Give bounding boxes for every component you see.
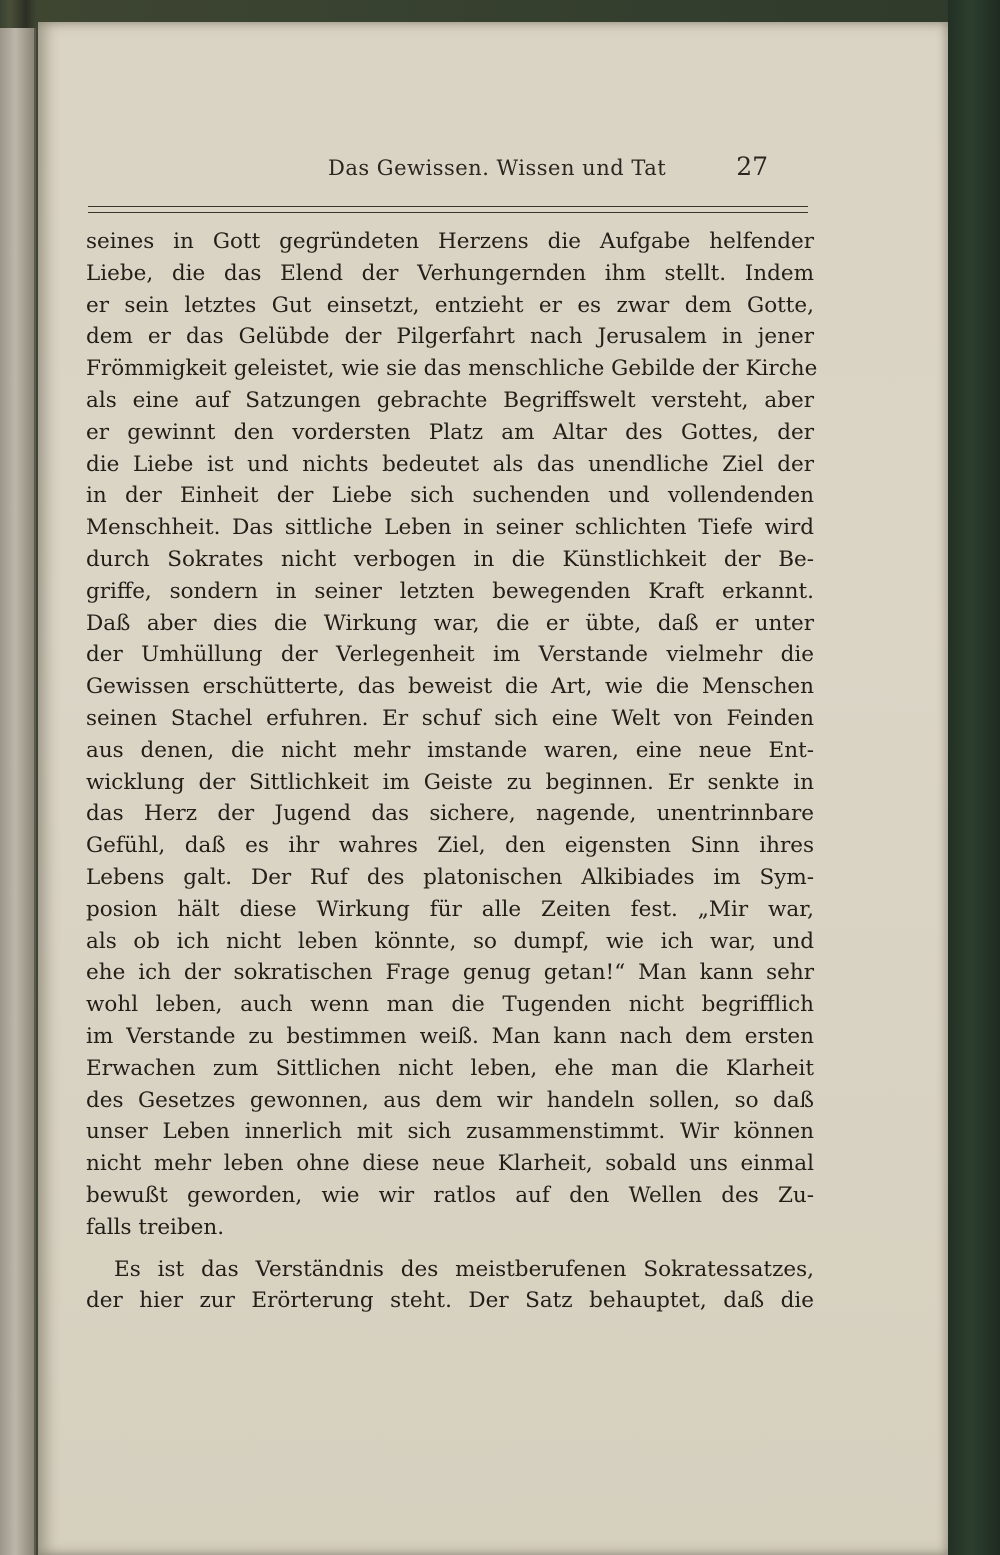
running-head-title: Das Gewissen. Wissen und Tat: [328, 156, 667, 180]
text-line: ehe ich der sokratischen Frage genug getan!“ Man kann sehr: [86, 960, 814, 986]
running-head: [88, 150, 808, 190]
text-line: aus denen, die nicht mehr imstande waren, eine neue Ent-: [86, 737, 814, 763]
text-line: Lebens galt. Der Ruf des platonischen Alkibiades im Sym-: [86, 864, 814, 890]
text-line: Gewissen erschütterte, das beweist die Art, wie die Menschen: [86, 674, 814, 700]
text-line: das Herz der Jugend das sichere, nagende, unentrinnbare: [86, 801, 814, 827]
text-line: wohl leben, auch wenn man die Tugenden nicht begrifflich: [86, 992, 814, 1018]
text-line: nicht mehr leben ohne diese neue Klarheit, sobald uns einmal: [86, 1151, 814, 1177]
text-line: des Gesetzes gewonnen, aus dem wir handeln sollen, so daß: [86, 1087, 814, 1113]
text-line: dem er das Gelübde der Pilgerfahrt nach Jerusalem in jener: [86, 324, 814, 350]
text-line: wicklung der Sittlichkeit im Geiste zu beginnen. Er senkte in: [86, 769, 814, 795]
header-rule: [88, 206, 808, 213]
text-line: er sein letztes Gut einsetzt, entzieht er es zwar dem Gotte,: [86, 292, 814, 318]
text-line: falls treiben.: [86, 1214, 225, 1240]
text-line: bewußt geworden, wie wir ratlos auf den Wellen des Zu-: [86, 1182, 814, 1208]
text-line: durch Sokrates nicht verbogen in die Künstlichkeit der Be-: [86, 546, 814, 572]
text-line: unser Leben innerlich mit sich zusammenstimmt. Wir können: [86, 1119, 814, 1145]
text-line: Menschheit. Das sittliche Leben in seiner schlichten Tiefe wird: [86, 515, 814, 541]
text-line: als ob ich nicht leben könnte, so dumpf, wie ich war, und: [86, 928, 814, 954]
text-line: seinen Stachel erfuhren. Er schuf sich eine Welt von Feinden: [86, 705, 814, 731]
facing-page-edge: [0, 28, 36, 1555]
text-line: der Umhüllung der Verlegenheit im Verstande vielmehr die: [86, 642, 814, 668]
page-number: 27: [736, 152, 768, 181]
text-line: in der Einheit der Liebe sich suchenden und vollendenden: [86, 483, 814, 509]
text-line: Erwachen zum Sittlichen nicht leben, ehe man die Klarheit: [86, 1055, 814, 1081]
text-line: Liebe, die das Elend der Verhungernden ihm stellt. Indem: [86, 260, 814, 286]
text-line: im Verstande zu bestimmen weiß. Man kann nach dem ersten: [86, 1023, 814, 1049]
text-line: seines in Gott gegründeten Herzens die Aufgabe helfender: [86, 229, 814, 254]
text-line: Es ist das Verständnis des meistberufenen Sokratessatzes,: [114, 1256, 814, 1282]
paragraph-gap: [86, 1244, 814, 1254]
text-line: der hier zur Erörterung steht. Der Satz behauptet, daß die: [86, 1288, 814, 1314]
text-line: die Liebe ist und nichts bedeutet als das unendliche Ziel der: [86, 451, 814, 477]
text-line: posion hält diese Wirkung für alle Zeiten fest. „Mir war,: [86, 896, 814, 922]
text-line: als eine auf Satzungen gebrachte Begriffswelt versteht, aber: [86, 387, 814, 413]
text-line: Gefühl, daß es ihr wahres Ziel, den eigensten Sinn ihres: [86, 833, 814, 859]
text-line: Frömmigkeit geleistet, wie sie das menschliche Gebilde der Kirche: [86, 356, 818, 382]
book-cover-edge: [948, 0, 1000, 1555]
body-text: [86, 226, 818, 1317]
text-line: Daß aber dies die Wirkung war, die er übte, daß er unter: [86, 610, 814, 636]
text-line: griffe, sondern in seiner letzten bewegenden Kraft erkannt.: [86, 578, 814, 604]
text-line: er gewinnt den vordersten Platz am Altar des Gottes, der: [86, 419, 814, 445]
